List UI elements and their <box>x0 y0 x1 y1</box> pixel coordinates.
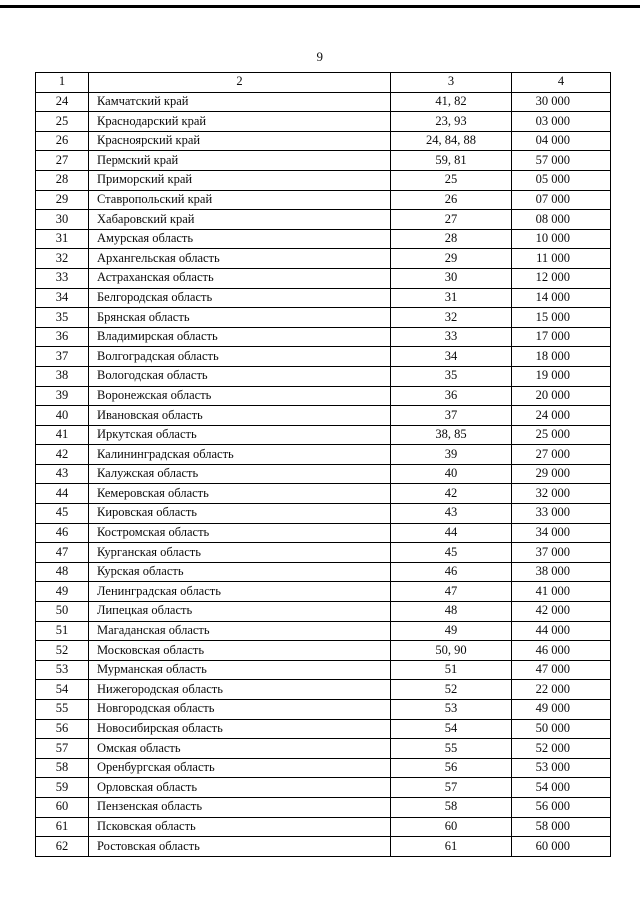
table-cell: 50, 90 <box>391 641 512 661</box>
table-cell: 56 <box>36 719 89 739</box>
table-cell: Хабаровский край <box>89 210 391 230</box>
table-row <box>36 229 611 249</box>
table-cell: 31 <box>391 288 512 308</box>
table-cell: 25 000 <box>512 425 611 445</box>
table-cell: 57 000 <box>512 151 611 171</box>
table-cell: 52 000 <box>512 739 611 759</box>
table-cell: 60 <box>36 797 89 817</box>
table-row <box>36 112 611 132</box>
table-cell: Амурская область <box>89 229 391 249</box>
table-cell: 31 <box>36 229 89 249</box>
table-cell: 25 <box>36 112 89 132</box>
table-cell: Волгоградская область <box>89 347 391 367</box>
table-cell: 08 000 <box>512 210 611 230</box>
table-cell: 35 <box>36 308 89 328</box>
table-cell: Псковская область <box>89 817 391 837</box>
table-cell: 44 000 <box>512 621 611 641</box>
table-header <box>36 73 611 93</box>
table-cell: 03 000 <box>512 112 611 132</box>
table-cell: Краснодарский край <box>89 112 391 132</box>
table-cell: 07 000 <box>512 190 611 210</box>
table-cell: 46 000 <box>512 641 611 661</box>
table-cell: Омская область <box>89 739 391 759</box>
table-row <box>36 660 611 680</box>
table-cell: 55 <box>36 700 89 720</box>
table-cell: 25 <box>391 170 512 190</box>
table-cell: 47 <box>36 543 89 563</box>
table-cell: Калужская область <box>89 464 391 484</box>
table-cell: Владимирская область <box>89 327 391 347</box>
table-body <box>36 92 611 856</box>
table-cell: 34 <box>36 288 89 308</box>
table-cell: Липецкая область <box>89 602 391 622</box>
table-cell: Пермский край <box>89 151 391 171</box>
table-cell: 60 000 <box>512 837 611 857</box>
column-header: 3 <box>391 73 512 93</box>
column-header: 1 <box>36 73 89 93</box>
table-cell: 56 <box>391 758 512 778</box>
table-row <box>36 249 611 269</box>
table-cell: 33 000 <box>512 504 611 524</box>
table-cell: 53 000 <box>512 758 611 778</box>
table-row <box>36 406 611 426</box>
table-cell: 48 <box>36 562 89 582</box>
table-cell: 27 <box>391 210 512 230</box>
table-cell: Костромская область <box>89 523 391 543</box>
table-row <box>36 523 611 543</box>
table-row <box>36 817 611 837</box>
table-row <box>36 562 611 582</box>
table-cell: 43 <box>36 464 89 484</box>
table-row <box>36 739 611 759</box>
table-row <box>36 92 611 112</box>
table-row <box>36 210 611 230</box>
table-cell: 40 <box>391 464 512 484</box>
table-row <box>36 131 611 151</box>
table-cell: 51 <box>391 660 512 680</box>
table-cell: Белгородская область <box>89 288 391 308</box>
table-cell: 29 <box>391 249 512 269</box>
table-cell: 38 000 <box>512 562 611 582</box>
table-cell: 32 <box>391 308 512 328</box>
table-row <box>36 288 611 308</box>
table-cell: 30 000 <box>512 92 611 112</box>
table-cell: 18 000 <box>512 347 611 367</box>
table-cell: 24 000 <box>512 406 611 426</box>
table-row <box>36 347 611 367</box>
table-row <box>36 621 611 641</box>
table-row <box>36 543 611 563</box>
table-cell: Новгородская область <box>89 700 391 720</box>
table-cell: Нижегородская область <box>89 680 391 700</box>
table-cell: 50 000 <box>512 719 611 739</box>
table-cell: 27 000 <box>512 445 611 465</box>
table-cell: 42 000 <box>512 602 611 622</box>
table-cell: Московская область <box>89 641 391 661</box>
table-cell: 62 <box>36 837 89 857</box>
table-cell: 20 000 <box>512 386 611 406</box>
table-cell: Ивановская область <box>89 406 391 426</box>
table-cell: 57 <box>36 739 89 759</box>
table-cell: 47 <box>391 582 512 602</box>
table-cell: Новосибирская область <box>89 719 391 739</box>
table-cell: 23, 93 <box>391 112 512 132</box>
column-header: 2 <box>89 73 391 93</box>
table-cell: 60 <box>391 817 512 837</box>
table-cell: 10 000 <box>512 229 611 249</box>
table-row <box>36 484 611 504</box>
table-cell: Орловская область <box>89 778 391 798</box>
table-cell: 44 <box>391 523 512 543</box>
table-cell: 61 <box>391 837 512 857</box>
table-cell: Вологодская область <box>89 366 391 386</box>
table-cell: Ленинградская область <box>89 582 391 602</box>
table-cell: 30 <box>391 268 512 288</box>
table-cell: 29 <box>36 190 89 210</box>
table-cell: Мурманская область <box>89 660 391 680</box>
table-cell: Пензенская область <box>89 797 391 817</box>
table-cell: 46 <box>391 562 512 582</box>
table-cell: 37 <box>391 406 512 426</box>
table-cell: 26 <box>36 131 89 151</box>
table-cell: 37 000 <box>512 543 611 563</box>
table-cell: 55 <box>391 739 512 759</box>
table-cell: 32 <box>36 249 89 269</box>
table-row <box>36 386 611 406</box>
table-cell: 26 <box>391 190 512 210</box>
table-row <box>36 778 611 798</box>
table-cell: Брянская область <box>89 308 391 328</box>
table-row <box>36 602 611 622</box>
table-row <box>36 327 611 347</box>
table-cell: Кировская область <box>89 504 391 524</box>
table-row <box>36 464 611 484</box>
table-cell: Иркутская область <box>89 425 391 445</box>
table-row <box>36 151 611 171</box>
table-cell: 41, 82 <box>391 92 512 112</box>
table-cell: Камчатский край <box>89 92 391 112</box>
table-cell: Архангельская область <box>89 249 391 269</box>
table-cell: 40 <box>36 406 89 426</box>
table-cell: 35 <box>391 366 512 386</box>
table-row <box>36 641 611 661</box>
table-cell: Ростовская область <box>89 837 391 857</box>
table-cell: 24 <box>36 92 89 112</box>
regions-table <box>35 72 611 857</box>
table-cell: 11 000 <box>512 249 611 269</box>
table-cell: 43 <box>391 504 512 524</box>
table-cell: 45 <box>391 543 512 563</box>
table-cell: 54 <box>391 719 512 739</box>
table-cell: Курганская область <box>89 543 391 563</box>
table-cell: 29 000 <box>512 464 611 484</box>
table-row <box>36 719 611 739</box>
table-row <box>36 190 611 210</box>
table-cell: 33 <box>36 268 89 288</box>
table-cell: 05 000 <box>512 170 611 190</box>
table-cell: 38, 85 <box>391 425 512 445</box>
table-cell: 48 <box>391 602 512 622</box>
table-cell: 58 <box>391 797 512 817</box>
table-cell: 41 <box>36 425 89 445</box>
table-cell: 53 <box>36 660 89 680</box>
table-cell: 27 <box>36 151 89 171</box>
table-cell: Магаданская область <box>89 621 391 641</box>
table-cell: 34 <box>391 347 512 367</box>
table-cell: 36 <box>391 386 512 406</box>
table-cell: 37 <box>36 347 89 367</box>
table-cell: Курская область <box>89 562 391 582</box>
table-cell: 38 <box>36 366 89 386</box>
table-cell: 50 <box>36 602 89 622</box>
table-cell: Кемеровская область <box>89 484 391 504</box>
table-row <box>36 504 611 524</box>
table-header-row <box>36 73 611 93</box>
table-cell: 58 <box>36 758 89 778</box>
table-cell: 54 <box>36 680 89 700</box>
table-cell: 52 <box>391 680 512 700</box>
table-row <box>36 445 611 465</box>
table-cell: 57 <box>391 778 512 798</box>
table-cell: 47 000 <box>512 660 611 680</box>
table-row <box>36 366 611 386</box>
table-cell: 52 <box>36 641 89 661</box>
table-cell: 14 000 <box>512 288 611 308</box>
table-cell: 32 000 <box>512 484 611 504</box>
table-cell: 36 <box>36 327 89 347</box>
table-row <box>36 170 611 190</box>
table-cell: 19 000 <box>512 366 611 386</box>
table-cell: 42 <box>391 484 512 504</box>
table-cell: 61 <box>36 817 89 837</box>
table-row <box>36 308 611 328</box>
table-cell: 17 000 <box>512 327 611 347</box>
table-cell: Воронежская область <box>89 386 391 406</box>
table-cell: 41 000 <box>512 582 611 602</box>
table-cell: 59, 81 <box>391 151 512 171</box>
table-cell: Красноярский край <box>89 131 391 151</box>
table-row <box>36 268 611 288</box>
table-cell: 22 000 <box>512 680 611 700</box>
table-cell: 28 <box>36 170 89 190</box>
table-row <box>36 758 611 778</box>
table-cell: 30 <box>36 210 89 230</box>
table-cell: 59 <box>36 778 89 798</box>
table-cell: Астраханская область <box>89 268 391 288</box>
table-row <box>36 680 611 700</box>
table-cell: 46 <box>36 523 89 543</box>
table-cell: 39 <box>391 445 512 465</box>
table-cell: Ставропольский край <box>89 190 391 210</box>
table-cell: 56 000 <box>512 797 611 817</box>
table-cell: 53 <box>391 700 512 720</box>
page-number: 9 <box>316 49 324 64</box>
table-cell: 24, 84, 88 <box>391 131 512 151</box>
table-cell: 51 <box>36 621 89 641</box>
table-row <box>36 425 611 445</box>
table-cell: 54 000 <box>512 778 611 798</box>
table-row <box>36 837 611 857</box>
table-cell: 34 000 <box>512 523 611 543</box>
table-cell: 33 <box>391 327 512 347</box>
table-cell: 49 000 <box>512 700 611 720</box>
table-row <box>36 797 611 817</box>
table-cell: Калининградская область <box>89 445 391 465</box>
table-row <box>36 700 611 720</box>
table-cell: 58 000 <box>512 817 611 837</box>
table-cell: 49 <box>36 582 89 602</box>
column-header: 4 <box>512 73 611 93</box>
table-cell: 44 <box>36 484 89 504</box>
table-cell: 39 <box>36 386 89 406</box>
scan-artifact-line <box>0 5 640 8</box>
table-cell: 12 000 <box>512 268 611 288</box>
table-cell: 42 <box>36 445 89 465</box>
table-cell: 04 000 <box>512 131 611 151</box>
table-cell: Оренбургская область <box>89 758 391 778</box>
table-cell: 49 <box>391 621 512 641</box>
table-cell: 45 <box>36 504 89 524</box>
table-cell: 28 <box>391 229 512 249</box>
table-cell: 15 000 <box>512 308 611 328</box>
table-row <box>36 582 611 602</box>
table-cell: Приморский край <box>89 170 391 190</box>
